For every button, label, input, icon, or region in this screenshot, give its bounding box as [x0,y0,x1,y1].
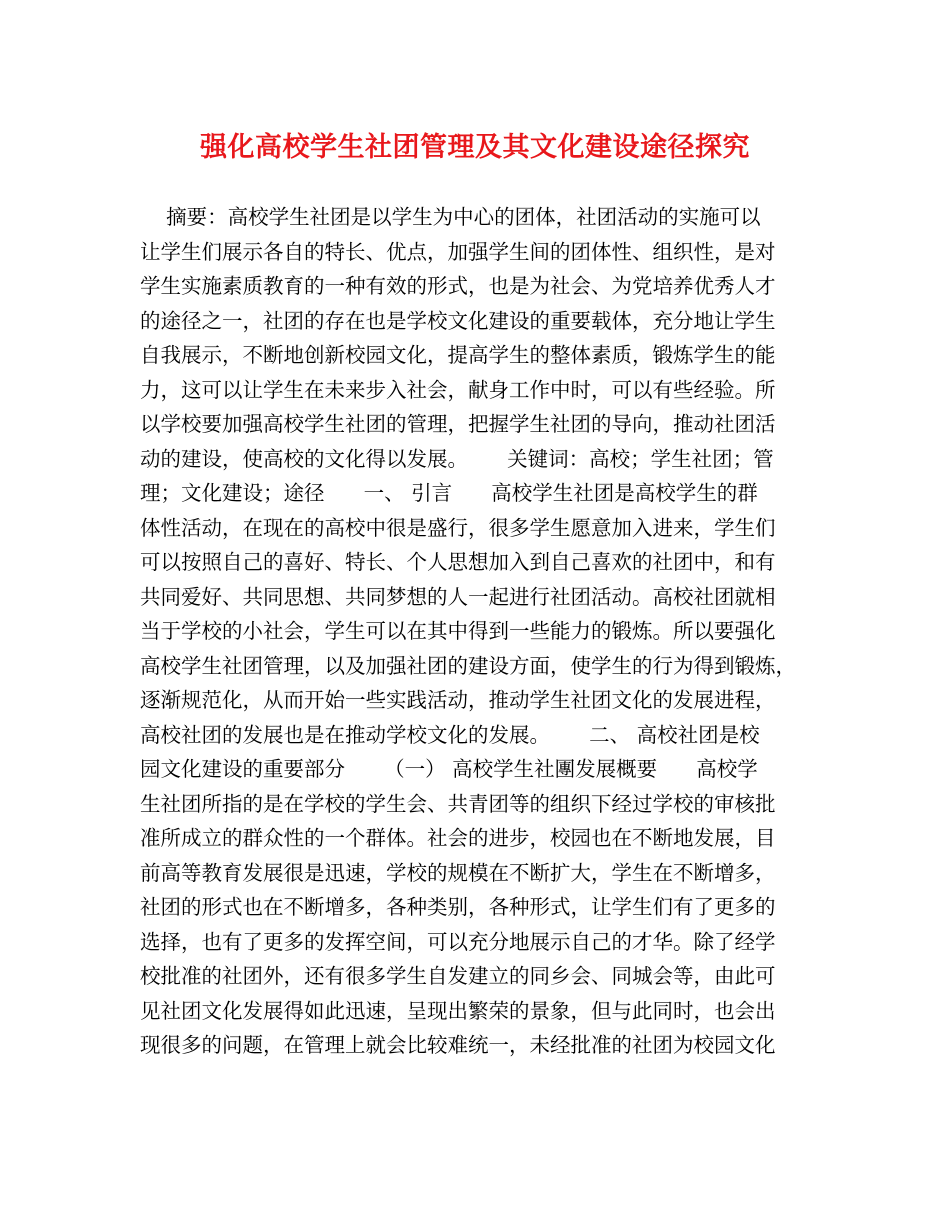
document-body [140,200,810,1063]
body-line: 现很多的问题，在管理上就会比较难统一，未经批准的社团为校园文化 [140,1033,776,1057]
body-line: 校批准的社团外，还有很多学生自发建立的同乡会、同城会等，由此可 [140,964,776,988]
body-line: 学生实施素质教育的一种有效的形式，也是为社会、为党培养优秀人才 [140,274,776,298]
document-title: 强化高校学生社团管理及其文化建设途径探究 [200,132,750,163]
body-line: 可以按照自己的喜好、特长、个人思想加入到自己喜欢的社团中，和有 [140,550,776,574]
body-line: 社团的形式也在不断增多，各种类别，各种形式，让学生们有了更多的 [140,895,776,919]
body-line: 逐渐规范化，从而开始一些实践活动，推动学生社团文化的发展进程， [140,688,776,712]
body-line: 动的建设，使高校的文化得以发展。 关键词：高校；学生社团；管 [140,446,774,471]
body-line: 高校学生社团管理，以及加强社团的建设方面，使学生的行为得到锻炼， [140,653,796,678]
body-line: 共同爱好、共同思想、共同梦想的人一起进行社团活动。高校社团就相 [140,584,776,609]
body-line: 高校社团的发展也是在推动学校文化的发展。 二、 高校社团是校 [140,722,760,747]
body-line: 摘要：高校学生社团是以学生为中心的团体，社团活动的实施可以 [140,205,761,229]
body-line: 当于学校的小社会，学生可以在其中得到一些能力的锻炼。所以要强化 [140,619,776,643]
body-line: 理；文化建设；途径 一、 引言 高校学生社团是高校学生的群 [140,481,758,505]
body-line: 准所成立的群众性的一个群体。社会的进步，校园也在不断地发展，目 [140,826,776,850]
body-line: 园文化建设的重要部分 （一） 高校学生社團发展概要 高校学 [140,757,758,781]
body-line: 力，这可以让学生在未来步入社会，献身工作中时，可以有些经验。所 [140,377,776,402]
body-line: 自我展示，不断地创新校园文化，提高学生的整体素质，锻炼学生的能 [140,343,776,367]
body-line: 前高等教育发展很是迅速，学校的规模在不断扩大，学生在不断增多， [140,860,776,885]
body-line: 生社团所指的是在学校的学生会、共青团等的组织下经过学校的审核批 [140,791,776,816]
body-line: 让学生们展示各自的特长、优点，加强学生间的团体性、组织性，是对 [140,239,776,264]
body-line: 体性活动，在现在的高校中很是盛行，很多学生愿意加入进来，学生们 [140,515,776,540]
body-line: 的途径之一，社团的存在也是学校文化建设的重要载体，充分地让学生 [140,308,776,333]
body-line: 见社团文化发展得如此迅速，呈现出繁荣的景象，但与此同时，也会出 [140,998,776,1023]
body-line: 选择，也有了更多的发挥空间，可以充分地展示自己的才华。除了经学 [140,929,776,954]
body-line: 以学校要加强高校学生社团的管理，把握学生社团的导向，推动社团活 [140,412,776,436]
